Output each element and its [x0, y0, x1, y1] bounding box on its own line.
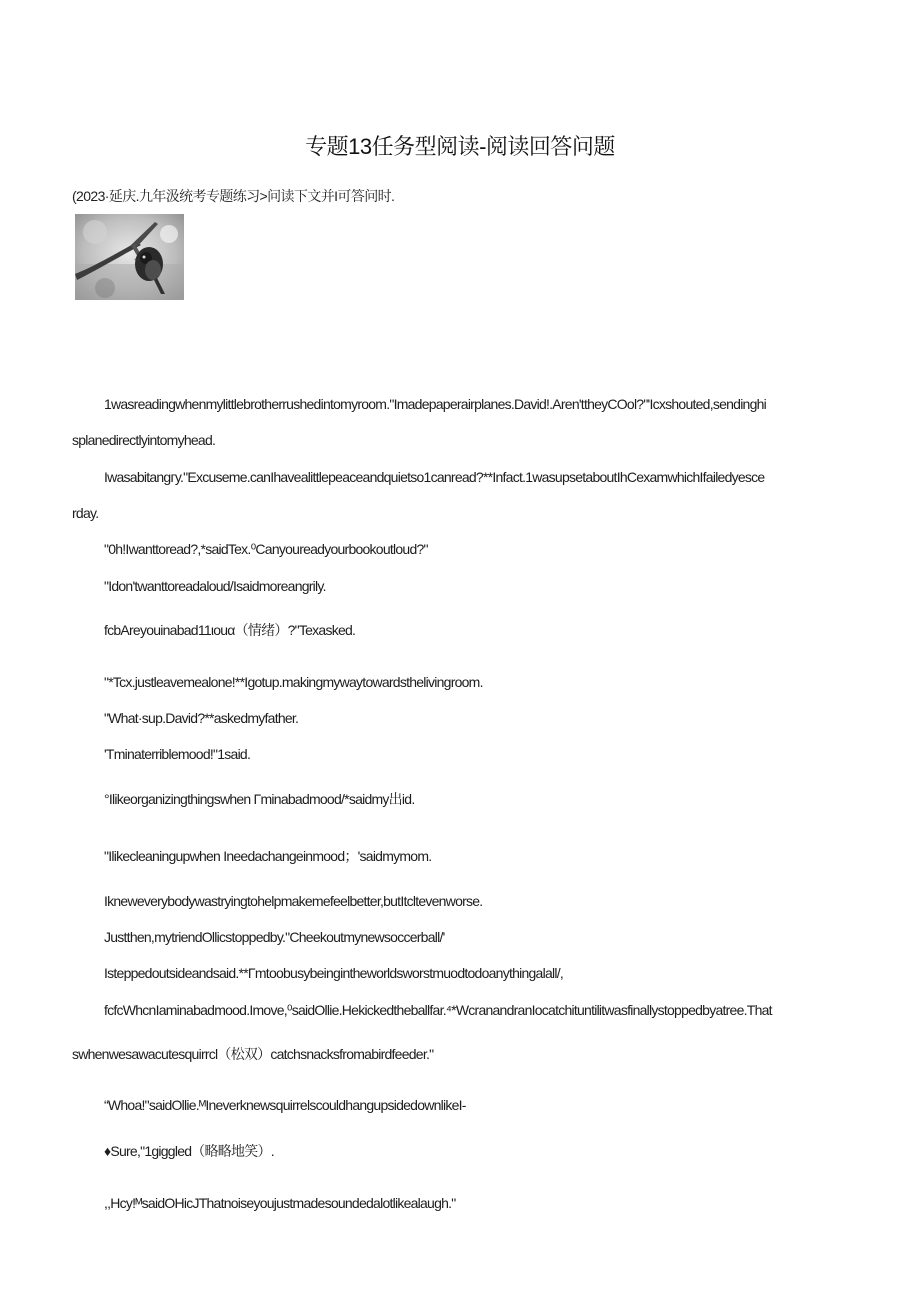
passage-line: "What·sup.David?**askedmyfather.: [104, 710, 299, 726]
passage-line: “Whoa!"saidOllie.ᴹIneverknewsquirrelscouldhangupsidedownlikeI-: [104, 1097, 466, 1113]
passage-line: "0h!Iwanttoread?,*saidTex.⁰Canyoureadyourbookoutloud?": [104, 541, 428, 557]
passage-line: "Ilikecleaningupwhen Ineedachangeinmood；'saidmymom.: [104, 848, 432, 864]
passage-line: "Idon'twanttoreadaloud/Isaidmoreangrily.: [104, 578, 326, 594]
passage-line: splanedirectlyintomyhead.: [72, 432, 216, 448]
passage-line: "*Tcx.justleavemealone!**Igotup.makingmywaytowardsthelivingroom.: [104, 674, 483, 690]
passage-line: fcbAreyouinabad11ιouα（情绪）?"Texasked.: [104, 622, 356, 638]
passage-line: 'Tminaterriblemood!"1said.: [104, 746, 251, 762]
passage-line: ♦Sure,"1giggled（略略地笑）.: [104, 1143, 274, 1159]
passage-line: Isteppedoutsideandsaid.**Γmtoobusybeingintheworldsworstmuodtodoanythingalall/,: [104, 965, 563, 981]
passage-line: swhenwesawacutesquirrcl（松双）catchsnacksfromabirdfeeder.": [72, 1046, 434, 1062]
passage-line: Iwasabitangгy."Excuseme.canIhavealittlepeaceandquietso1canread?**Infact.1wasupsetaboutIhCexamwhichIfailedyesce: [104, 469, 765, 485]
passage-line: Justthen,mytriendOllicstoppedby."Cheekoutmynewsoccerball/': [104, 929, 445, 945]
bird-on-branch-photo: [75, 214, 184, 300]
passage-line: fcfcWhcnIaminabadmood.Imove,⁰saidOllie.Hekickedtheballfar.⁴*WcranandranIocatchituntilitwasfinallystoppedbyatree.That: [104, 1002, 772, 1018]
passage-line: 1wasreadingwhenmylittlebrotherrushedintomyroom."Imadepaperairplanes.David!.Aren'ttheyCOol?"'Icxshouted,sendinghi: [104, 396, 767, 412]
passage-line: rday.: [72, 505, 99, 521]
passage-line: °Ilikeorganizingthingswhen Γminabadmood/*saidmy出id.: [104, 791, 415, 807]
source-line: (2023·延庆.九年汲统考专题练习>问读下文并I可答问时.: [72, 188, 395, 204]
passage-line: ,,Hcy!ᴹsaidOHicJThatnoiseyoujustmadesoundedalotlikealaugh.": [104, 1195, 456, 1211]
page-title: 专题13任务型阅读-阅读回答问题: [305, 134, 615, 159]
passage-line: Ikneweverybodywastryingtohelpmakemefeelbetter,butItcltevenworse.: [104, 893, 483, 909]
